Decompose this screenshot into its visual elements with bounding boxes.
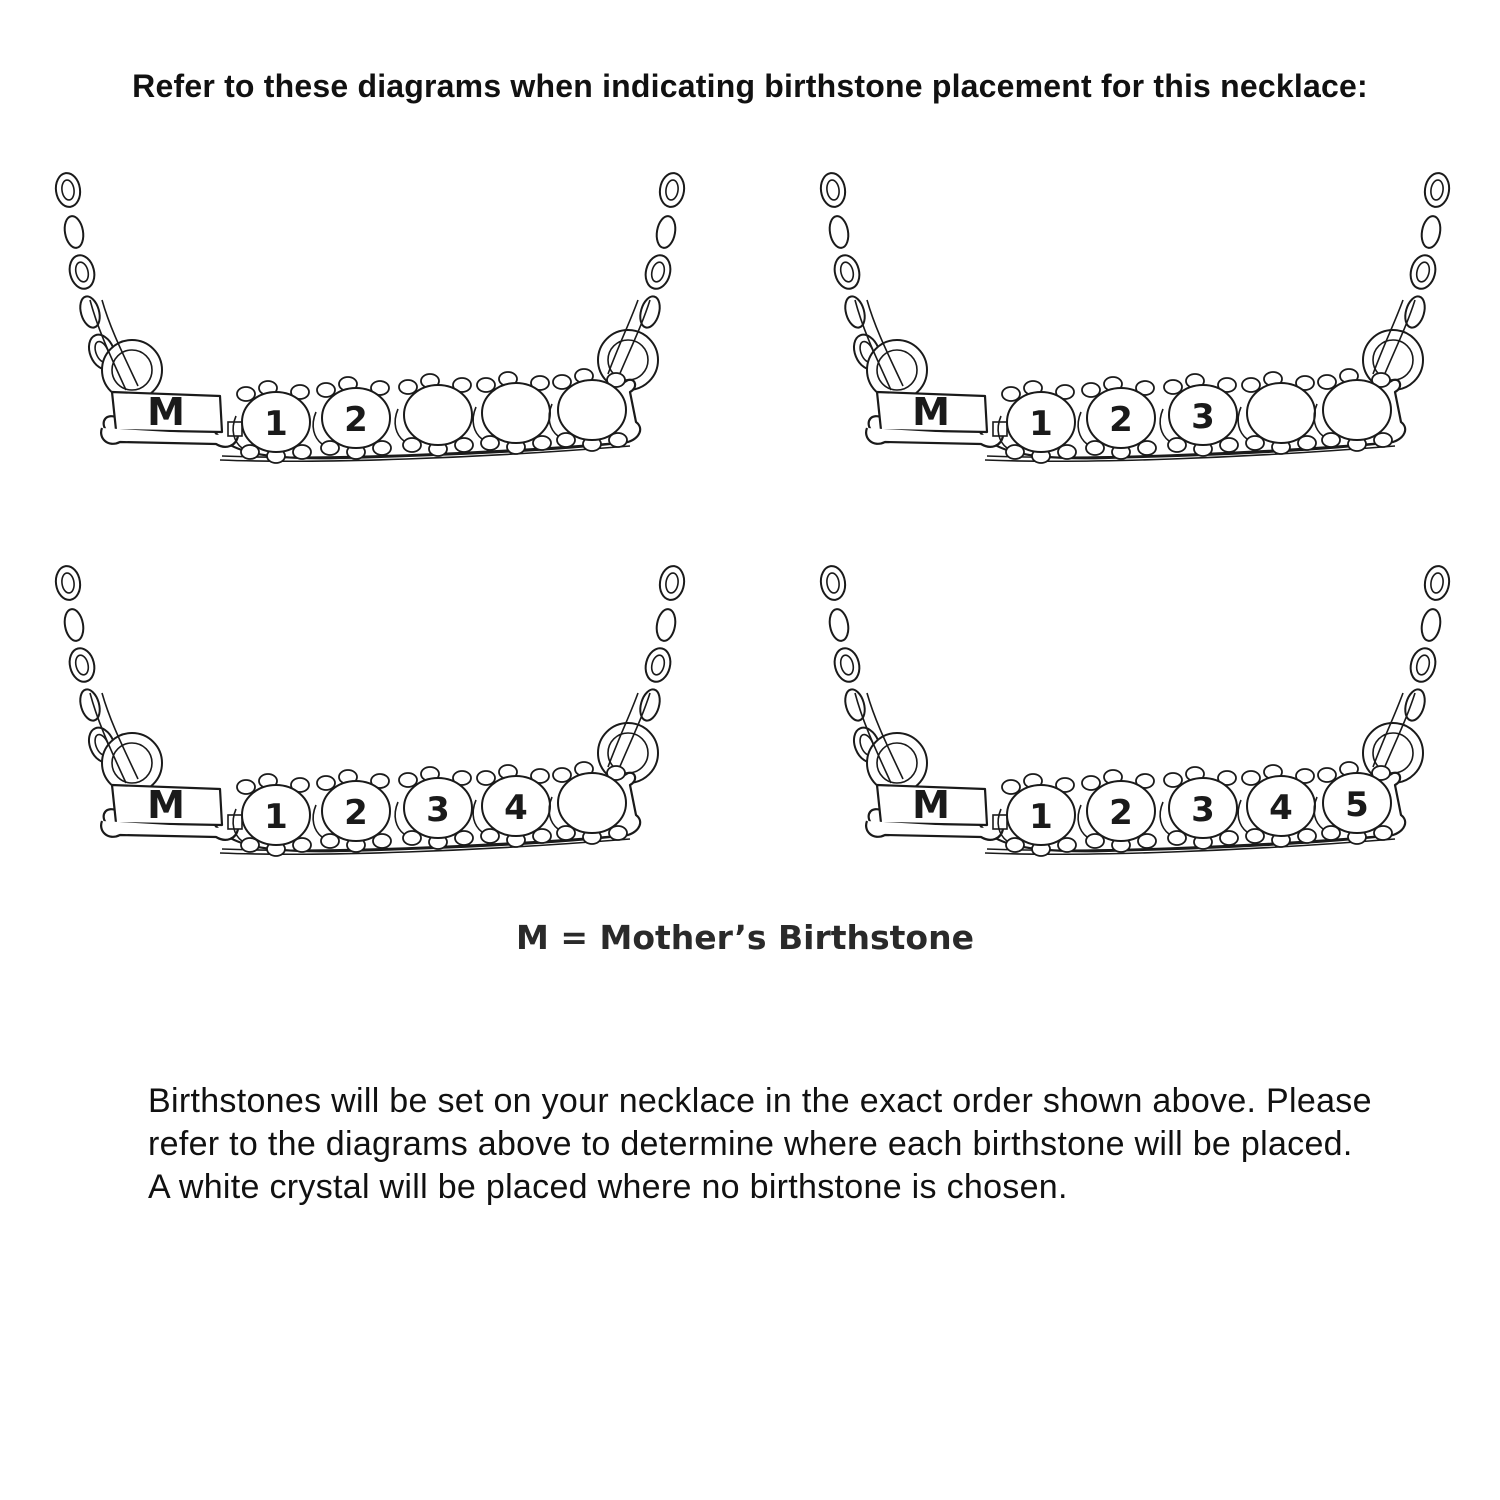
prong — [399, 773, 417, 787]
necklace-illustration — [805, 160, 1465, 500]
prong — [477, 378, 495, 392]
mother-stone-label: M — [147, 390, 185, 434]
stone-setting — [313, 377, 391, 459]
stone-setting — [395, 374, 473, 456]
stone-setting — [549, 762, 627, 844]
birthstone-number-label: 3 — [1191, 790, 1215, 830]
placement-note: Birthstones will be set on your necklace in the exact order shown above. Please refer to the diagrams above to determine where each birthstone will be placed. A white crystal will be placed where no birthstone is chosen. — [148, 1082, 1372, 1206]
chain-right — [1363, 171, 1451, 390]
mother-plate — [866, 390, 1007, 447]
prong — [317, 776, 335, 790]
stone-setting — [1314, 369, 1392, 451]
birthstone-number-label: 3 — [1191, 397, 1215, 437]
chain-left — [54, 171, 162, 400]
chain-link — [654, 215, 677, 250]
prong — [1002, 387, 1020, 401]
birthstone-slot — [482, 383, 550, 443]
birthstone-slot — [404, 385, 472, 445]
necklace-bar — [101, 369, 640, 463]
prong — [477, 771, 495, 785]
mother-plate — [101, 783, 242, 840]
birthstone-number-label: 1 — [1029, 797, 1053, 837]
necklace-illustration — [805, 553, 1465, 893]
chain-left — [819, 564, 927, 793]
chain-link — [842, 687, 868, 723]
stone-setting — [1078, 377, 1156, 459]
birthstone-number-label: 5 — [1345, 785, 1369, 825]
birthstone-number-label: 1 — [264, 404, 288, 444]
chain-link — [1419, 608, 1442, 643]
necklace-bar — [101, 762, 640, 856]
chain-right — [598, 171, 686, 390]
prong — [1164, 380, 1182, 394]
prong — [1242, 378, 1260, 392]
birthstone-slot — [558, 773, 626, 833]
prong — [553, 375, 571, 389]
stone-setting — [1238, 372, 1316, 454]
stone-setting — [233, 774, 311, 856]
stone-setting — [549, 369, 627, 451]
chain-link — [827, 608, 850, 643]
necklace-illustration — [40, 553, 700, 893]
mother-stone-label: M — [912, 783, 950, 827]
chain-right — [1363, 564, 1451, 783]
necklace-diagram-four-stones — [40, 553, 700, 893]
jump-ring-hole — [112, 350, 152, 390]
necklace-diagram-three-stones — [805, 160, 1465, 500]
stone-setting — [395, 767, 473, 849]
stone-setting — [998, 381, 1076, 463]
legend-mother-birthstone: M = Mother’s Birthstone — [516, 918, 974, 957]
stone-setting — [473, 765, 551, 847]
prong — [553, 768, 571, 782]
prong — [1318, 768, 1336, 782]
chain-link — [77, 687, 103, 723]
prong — [1318, 375, 1336, 389]
stone-setting — [1078, 770, 1156, 852]
necklace-diagram-two-stones — [40, 160, 700, 500]
prong — [399, 380, 417, 394]
birthstone-slot — [1247, 383, 1315, 443]
mother-plate — [101, 390, 242, 447]
prong — [317, 383, 335, 397]
chain-link — [1419, 215, 1442, 250]
stone-setting — [1238, 765, 1316, 847]
chain-link — [77, 294, 103, 330]
birthstone-number-label: 2 — [1109, 400, 1133, 440]
stone-setting — [473, 372, 551, 454]
page-heading: Refer to these diagrams when indicating birthstone placement for this necklace: — [132, 68, 1368, 104]
birthstone-number-label: 4 — [504, 788, 528, 828]
mother-plate — [866, 783, 1007, 840]
stone-setting — [1314, 762, 1392, 844]
prong — [237, 780, 255, 794]
stone-setting — [1160, 374, 1238, 456]
mother-stone-label: M — [912, 390, 950, 434]
prong — [1164, 773, 1182, 787]
chain-left — [54, 564, 162, 793]
chain-link — [654, 608, 677, 643]
birthstone-number-label: 2 — [1109, 793, 1133, 833]
chain-link — [62, 215, 85, 250]
jump-ring-hole — [877, 350, 917, 390]
prong — [1242, 771, 1260, 785]
jump-ring-hole — [112, 743, 152, 783]
jump-ring-hole — [877, 743, 917, 783]
birthstone-slot — [1323, 380, 1391, 440]
chain-right — [598, 564, 686, 783]
chain-link — [842, 294, 868, 330]
stone-setting — [998, 774, 1076, 856]
prong — [237, 387, 255, 401]
prong — [1082, 383, 1100, 397]
stone-setting — [313, 770, 391, 852]
birthstone-number-label: 4 — [1269, 788, 1293, 828]
stone-setting — [233, 381, 311, 463]
birthstone-number-label: 2 — [344, 400, 368, 440]
necklace-bar — [866, 762, 1405, 856]
prong — [1082, 776, 1100, 790]
birthstone-number-label: 2 — [344, 793, 368, 833]
birthstone-number-label: 1 — [1029, 404, 1053, 444]
chain-left — [819, 171, 927, 400]
necklace-bar — [866, 369, 1405, 463]
birthstone-number-label: 1 — [264, 797, 288, 837]
chain-link — [62, 608, 85, 643]
necklace-diagram-five-stones — [805, 553, 1465, 893]
stone-setting — [1160, 767, 1238, 849]
necklace-illustration — [40, 160, 700, 500]
mother-stone-label: M — [147, 783, 185, 827]
chain-link — [827, 215, 850, 250]
birthstone-number-label: 3 — [426, 790, 450, 830]
birthstone-slot — [558, 380, 626, 440]
prong — [1002, 780, 1020, 794]
